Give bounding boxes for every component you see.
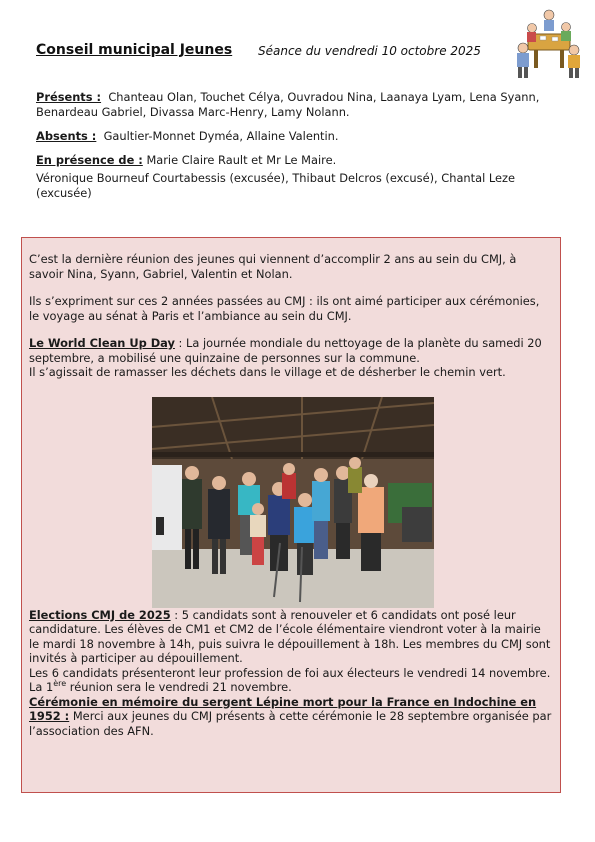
absents-list: Gaultier-Monnet Dyméa, Allaine Valentin. xyxy=(103,129,339,143)
document-title: Conseil municipal Jeunes xyxy=(36,42,233,58)
next-meeting-pre: La 1 xyxy=(29,680,54,694)
elections-detail: Les 6 candidats présenteront leur profession de foi aux électeurs le vendredi 14 novembre. xyxy=(29,665,551,680)
session-date: Séance du vendredi 10 octobre 2025 xyxy=(258,44,481,58)
presents-paragraph xyxy=(36,90,556,120)
next-meeting-sup: ère xyxy=(53,679,67,689)
cleanup-text: : La journée mondiale du nettoyage de la planète du samedi 20 septembre, a mobilisé une quinzaine de personnes sur la commune. xyxy=(29,336,542,365)
absents-label: Absents : xyxy=(36,129,97,143)
group-photo xyxy=(152,397,434,608)
ceremonie-paragraph xyxy=(29,695,553,739)
bilan-paragraph: Ils s’expriment sur ces 2 années passées au CMJ : ils ont aimé participer aux cérémonies, le voyage au sénat à Paris et l’ambiance au sein du CMJ. xyxy=(29,294,540,323)
intro-paragraph: C’est la dernière réunion des jeunes qui viennent d’accomplir 2 ans au sein du CMJ, à savoir Nina, Syann, Gabriel, Valentin et Nolan. xyxy=(29,252,517,281)
presence-label: En présence de : xyxy=(36,153,143,167)
presence-list: Marie Claire Rault et Mr Le Maire. xyxy=(146,153,337,167)
next-meeting xyxy=(29,680,553,695)
excused-list: Véronique Bourneuf Courtabessis (excusée), Thibaut Delcros (excusé), Chantal Leze (excusée) xyxy=(36,171,516,200)
presents-list: Chanteau Olan, Touchet Célya, Ouvradou Nina, Laanaya Lyam, Lena Syann, Benardeau Gabriel, Divassa Marc-Henry, Lamy Nolann. xyxy=(36,90,540,119)
cleanup-detail: Il s’agissait de ramasser les déchets dans le village et de désherber le chemin vert. xyxy=(29,365,506,379)
council-meeting-illustration xyxy=(514,6,582,82)
ceremonie-text: Merci aux jeunes du CMJ présents à cette cérémonie le 28 septembre organisée par l’association des AFN. xyxy=(29,709,552,738)
cleanup-heading: Le World Clean Up Day xyxy=(29,336,175,350)
presents-label: Présents : xyxy=(36,90,102,104)
cleanup-paragraph xyxy=(29,336,553,365)
elections-paragraph xyxy=(29,608,553,666)
attendance-section xyxy=(36,90,556,210)
minutes-content-box xyxy=(21,237,561,793)
elections-text: : 5 candidats sont à renouveler et 6 candidats ont posé leur candidature. Les élèves de CM1 et CM2 de l’école élémentaire viendront voter à la mairie le mardi 18 novembre à 14h, puis suivra le dépouillement à 18h. Les membres du CMJ sont invités à participer au dépouillement. xyxy=(29,607,551,665)
next-meeting-post: réunion sera le vendredi 21 novembre. xyxy=(66,680,292,694)
ceremonie-heading: Cérémonie en mémoire du sergent Lépine mort pour la France en Indochine en 1952 : xyxy=(29,694,537,723)
presence-paragraph xyxy=(36,153,556,168)
document-header xyxy=(36,42,506,62)
elections-heading: Elections CMJ de 2025 xyxy=(29,607,171,622)
absents-paragraph xyxy=(36,129,556,144)
